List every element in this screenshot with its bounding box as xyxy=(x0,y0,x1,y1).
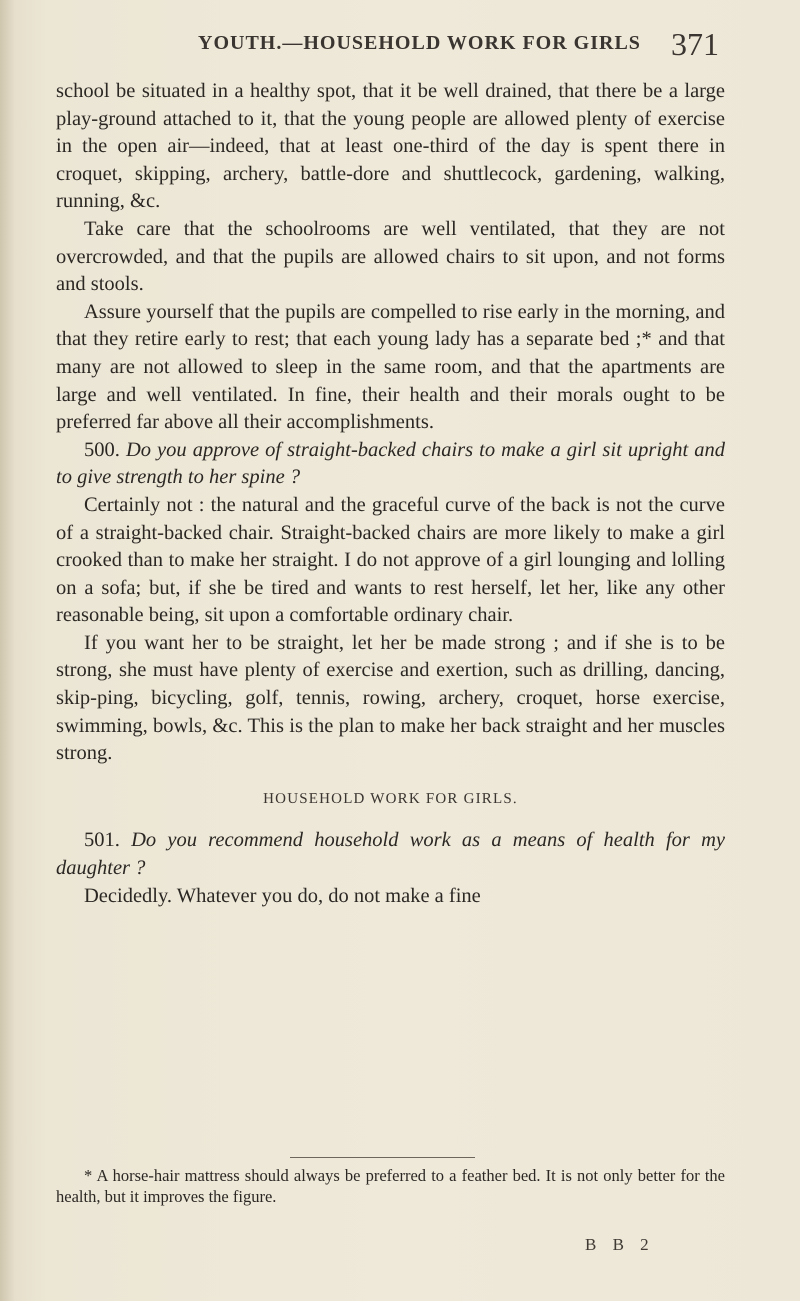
page-gutter-shadow xyxy=(0,0,14,1301)
body-text xyxy=(56,78,725,910)
question-501 xyxy=(56,827,725,882)
footnote xyxy=(56,1165,725,1207)
footnote-text: * A horse-hair mattress should always be preferred to a feather bed. It is not only better for the health, but it improves the figure. xyxy=(56,1166,725,1206)
question-text: Do you approve of straight-backed chairs to make a girl sit upright and to give strength to her spine ? xyxy=(56,438,726,489)
paragraph: Assure yourself that the pupils are compelled to rise early in the morning, and that they retire early to rest; that each young lady has a separate bed ;* and that many are not allowed to sleep in the same room, and that the apartments are large and well ventilated. In fine, their health and their morals ought to be preferred far above all their accomplishments. xyxy=(56,300,725,434)
running-head: YOUTH.—HOUSEHOLD WORK FOR GIRLS xyxy=(198,32,641,54)
page-header xyxy=(0,26,800,66)
paragraph: Certainly not : the natural and the graceful curve of the back is not the curve of a straight-backed chair. Straight-backed chairs are more likely to make a girl crooked than to make her straight. I do not approve of a girl lounging and lolling on a sofa; but, if she be tired and wants to rest herself, let her, like any other reasonable being, sit upon a comfortable ordinary chair. xyxy=(56,493,725,627)
page-number: 371 xyxy=(671,26,719,62)
question-number: 500. xyxy=(84,438,120,461)
question-text: Do you recommend household work as a means of health for my daughter ? xyxy=(56,829,726,880)
signature-mark: B B 2 xyxy=(585,1235,655,1254)
paragraph: school be situated in a healthy spot, that it be well drained, that there be a large play-ground attached to it, that the young people are allowed plenty of exercise in the open air—indeed, that at least one-third of the day is spent there in croquet, skipping, archery, battle-dore and shuttlecock, gardening, walking, running, &c. xyxy=(56,80,725,213)
footnote-divider xyxy=(290,1157,475,1158)
paragraph: Decidedly. Whatever you do, do not make a fine xyxy=(84,884,481,907)
question-number: 501. xyxy=(84,829,120,852)
paragraph: If you want her to be straight, let her be made strong ; and if she is to be strong, she must have plenty of exercise and exertion, such as drilling, dancing, skip-ping, bicycling, golf, tennis, rowing, archery, croquet, horse exercise, swimming, bowls, &c. This is the plan to make her back straight and her muscles strong. xyxy=(56,631,725,765)
paragraph: Take care that the schoolrooms are well ventilated, that they are not overcrowded, and that the pupils are allowed chairs to sit upon, and not forms and stools. xyxy=(56,217,725,296)
question-500 xyxy=(56,437,725,492)
section-heading: HOUSEHOLD WORK FOR GIRLS. xyxy=(263,790,518,807)
